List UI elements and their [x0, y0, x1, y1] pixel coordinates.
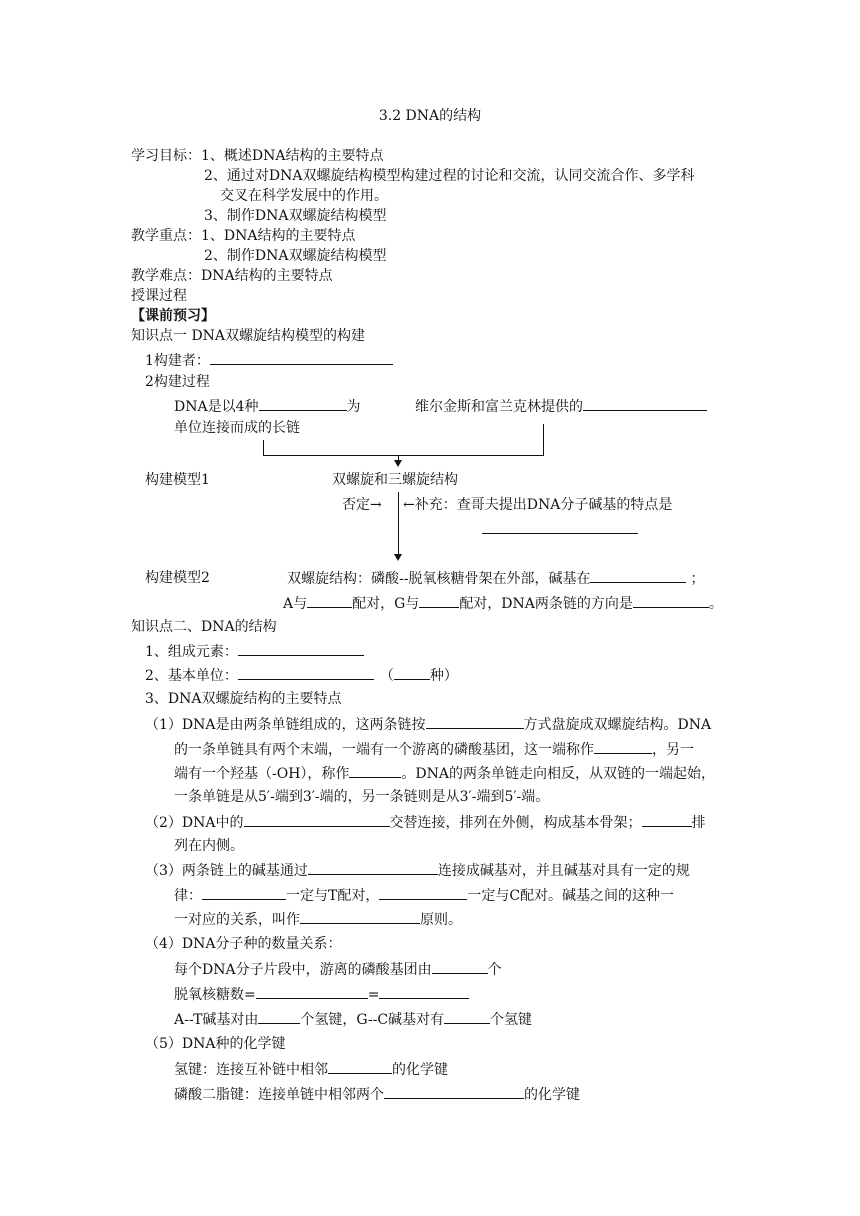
f4-3b: 个氢键，G--C碱基对有	[300, 1012, 445, 1028]
objective-item: 2、通过对DNA双螺旋结构模型构建过程的讨论和交流，认同交流合作、多学科	[204, 168, 695, 184]
blank-5-end[interactable]	[594, 739, 652, 754]
k1-p1b: 为	[346, 399, 361, 415]
blank-hydrogen[interactable]	[308, 860, 438, 875]
f4-1b: 个	[487, 962, 502, 978]
k1-model2-b1: A与	[283, 596, 308, 612]
key-points-line-1	[131, 226, 356, 246]
objective-item: 1、概述DNA结构的主要特点	[201, 148, 384, 164]
f3-1a: （3）两条链上的碱基通过	[145, 863, 308, 879]
connector-bottom	[263, 455, 544, 456]
k2-unit-c: 种）	[429, 668, 458, 684]
f4-2b: =	[367, 987, 380, 1003]
blank-nucleotide[interactable]	[259, 396, 347, 411]
k1-model2: 构建模型2	[145, 570, 210, 586]
k1-model2-b4: 。	[708, 596, 723, 612]
key-points-label: 教学重点：	[131, 228, 201, 244]
f4-3a: A--T碱基对由	[174, 1012, 259, 1028]
f2-1a: （2）DNA中的	[145, 815, 244, 831]
preview-heading: 【课前预习】	[131, 308, 215, 324]
k1-model2-a-line	[287, 568, 704, 588]
difficulty-line	[131, 266, 333, 286]
page-title: 3.2 DNA的结构	[378, 108, 482, 124]
f2-1b: 交替连接，排列在外侧，构成基本骨架；	[389, 815, 642, 831]
k1-p1c: 单位连接而成的长链	[174, 420, 300, 436]
blank-unit-count[interactable]	[394, 665, 430, 680]
blank-gc-bonds[interactable]	[444, 1009, 490, 1024]
connector-left	[263, 440, 264, 455]
f1-3b: 。DNA的两条单链走向相反，从双链的一端起始，	[401, 766, 716, 782]
k1-builder-label: 1构建者：	[145, 353, 210, 369]
f5-line-2	[174, 1084, 580, 1104]
arrow-down-icon	[394, 460, 402, 467]
k1-model1-text: 双螺旋和三螺旋结构	[332, 472, 458, 488]
blank-base-g[interactable]	[379, 885, 467, 900]
blank-base-position[interactable]	[590, 568, 686, 583]
f3-2c: 一定与C配对。碱基之间的这种一	[467, 888, 675, 904]
f4-1a: 每个DNA分子片段中，游离的磷酸基团由	[174, 962, 432, 978]
blank-helix-mode[interactable]	[426, 714, 524, 729]
k1-p1a: DNA是以4种	[174, 399, 259, 415]
f4-heading: （4）DNA分子种的数量关系：	[145, 936, 342, 952]
k1-model2-b3: 配对，DNA两条链的方向是	[459, 596, 633, 612]
k1-model2-a-end: ；	[690, 571, 705, 587]
blank-inside[interactable]	[642, 812, 692, 827]
blank-equal-2[interactable]	[379, 984, 469, 999]
blank-principle[interactable]	[300, 909, 420, 924]
k1-builder-line	[145, 350, 393, 370]
f1-1a: （1）DNA是由两条单链组成的，这两条链按	[145, 717, 426, 733]
f1-line-3	[174, 763, 715, 783]
blank-backbone[interactable]	[244, 812, 390, 827]
blank-base-a[interactable]	[202, 885, 286, 900]
k2-elements: 1、组成元素：	[145, 644, 238, 660]
f1-line-2	[174, 739, 694, 759]
f4-line-2	[174, 984, 469, 1004]
f2-1c: 排	[691, 815, 706, 831]
f1-1b: 方式盘旋成双螺旋结构。DNA	[523, 717, 712, 733]
blank-equal-1[interactable]	[256, 984, 368, 999]
blank-g-pair[interactable]	[419, 593, 459, 608]
blank-3-end[interactable]	[349, 763, 401, 778]
f3-2a: 律：	[174, 888, 202, 904]
f4-3c: 个氢键	[490, 1012, 533, 1028]
f5-1b: 的化学键	[392, 1062, 448, 1078]
f4-line-1	[174, 959, 502, 979]
f5-2b: 的化学键	[524, 1087, 580, 1103]
process-heading: 授课过程	[131, 288, 187, 304]
f3-line-2	[174, 885, 674, 905]
k1-heading: 知识点一 DNA双螺旋结构模型的构建	[131, 328, 366, 344]
k1-model1: 构建模型1	[145, 472, 210, 488]
f1-2a: 的一条单链具有两个末端，一端有一个游离的磷酸基团，这一端称作	[174, 742, 594, 758]
objective-item: 3、制作DNA双螺旋结构模型	[204, 208, 387, 224]
blank-elements[interactable]	[238, 641, 364, 656]
k1-negate: 否定→	[342, 497, 382, 513]
k2-elements-line	[145, 641, 364, 661]
f5-heading: （5）DNA种的化学键	[145, 1036, 286, 1052]
key-point-item: 2、制作DNA双螺旋结构模型	[204, 248, 387, 264]
blank-phosphate-count[interactable]	[432, 959, 488, 974]
arrow-down-icon	[394, 554, 402, 561]
k2-unit-line	[145, 665, 458, 685]
f3-3a: 一对应的关系，叫作	[174, 912, 300, 928]
blank-a-pair[interactable]	[307, 593, 352, 608]
blank-unit[interactable]	[238, 665, 374, 680]
objectives-label: 学习目标：	[131, 148, 201, 164]
f3-3b: 原则。	[420, 912, 462, 928]
f1-line-4: 一条单链是从5′-端到3′-端的，另一条链则是从3′-端到5′-端。	[174, 789, 550, 805]
difficulty-text: DNA结构的主要特点	[201, 268, 333, 284]
arrow-shaft	[398, 492, 399, 554]
f3-2b: 一定与T配对，	[286, 888, 380, 904]
f5-1a: 氢键：连接互补链中相邻	[174, 1062, 328, 1078]
f4-line-3	[174, 1009, 532, 1029]
f1-2b: ，另一	[652, 742, 694, 758]
k1-model2-a: 双螺旋结构：磷酸--脱氧核糖骨架在外部，碱基在	[287, 571, 591, 587]
blank-builder[interactable]	[210, 350, 393, 365]
blank-direction[interactable]	[633, 593, 709, 608]
blank-adjacent-bases[interactable]	[328, 1059, 392, 1074]
k2-heading: 知识点二、DNA的结构	[131, 619, 277, 635]
blank-adjacent-nucleotides[interactable]	[384, 1084, 524, 1099]
blank-at-bonds[interactable]	[258, 1009, 300, 1024]
objectives-line-1	[131, 146, 384, 166]
f5-line-1	[174, 1059, 448, 1079]
k2-features: 3、DNA双螺旋结构的主要特点	[145, 691, 342, 707]
f4-2a: 脱氧核糖数=	[174, 987, 256, 1003]
difficulty-label: 教学难点：	[131, 268, 201, 284]
k1-process: 2构建过程	[145, 374, 210, 390]
key-point-item: 1、DNA结构的主要特点	[201, 228, 356, 244]
k1-model2-b2: 配对，G与	[352, 596, 420, 612]
blank-chargaff[interactable]	[482, 519, 638, 534]
f2-line-1	[145, 812, 706, 832]
f1-line-1	[145, 714, 711, 734]
f3-1b: 连接成碱基对，并且碱基对具有一定的规	[437, 863, 690, 879]
k1-model2-b-line	[283, 593, 723, 613]
blank-xray[interactable]	[583, 396, 707, 411]
objective-item: 交叉在科学发展中的作用。	[220, 188, 388, 204]
f3-line-3	[174, 909, 462, 929]
f2-line-2: 列在内侧。	[174, 838, 244, 854]
k1-p1-line	[174, 396, 361, 416]
f5-2a: 磷酸二脂键：连接单链中相邻两个	[174, 1087, 384, 1103]
k1-supplement: ←补充：查哥夫提出DNA分子碱基的特点是	[403, 497, 673, 513]
f1-3a: 端有一个羟基（-OH），称作	[174, 766, 350, 782]
connector-right	[543, 424, 544, 455]
f3-line-1	[145, 860, 690, 880]
k1-p2: 维尔金斯和富兰克林提供的	[415, 399, 583, 415]
k1-p2-line	[415, 396, 707, 416]
k2-unit-b: （	[379, 668, 394, 684]
k2-unit: 2、基本单位：	[145, 668, 238, 684]
